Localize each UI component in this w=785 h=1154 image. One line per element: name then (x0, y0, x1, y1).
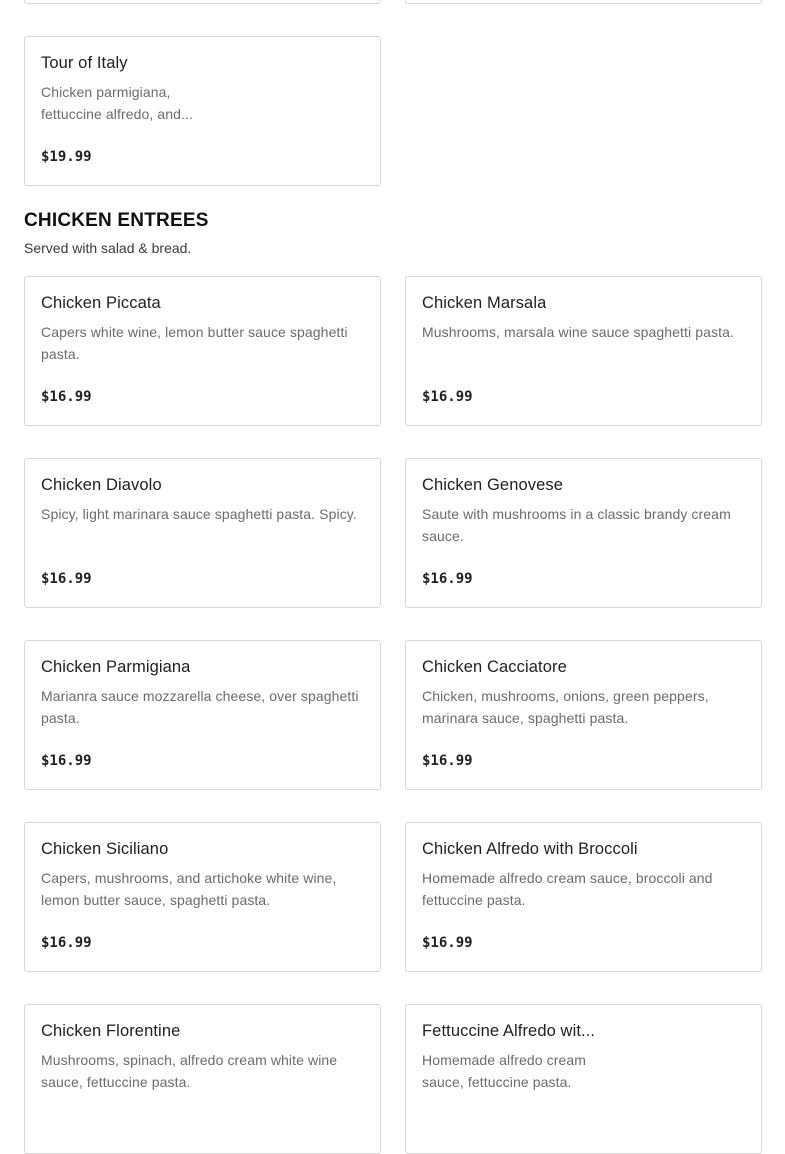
section-subtitle: Served with salad & bread. (24, 240, 192, 256)
menu-item-card[interactable] (24, 36, 381, 186)
menu-item-description: Saute with mushrooms in a classic brandy cream sauce. (422, 506, 731, 544)
menu-item-card[interactable] (24, 458, 381, 608)
menu-item-card[interactable] (405, 1004, 762, 1154)
menu-item-price: $19.99 (41, 149, 92, 165)
menu-item-name: Chicken Genovese (422, 476, 564, 494)
menu-item-description: Chicken parmigiana, fettuccine alfredo, and... (41, 84, 194, 122)
menu-item-card[interactable] (24, 1004, 381, 1154)
menu-item-name: Chicken Marsala (422, 294, 547, 312)
menu-item-description: Capers, mushrooms, and artichoke white wine, lemon butter sauce, spaghetti pasta. (41, 870, 337, 908)
menu-item-name: Chicken Cacciatore (422, 658, 567, 676)
menu-item-price: $16.99 (422, 389, 473, 405)
menu-item-card[interactable] (405, 640, 762, 790)
menu-item-price: $16.99 (422, 753, 473, 769)
menu-item-price: $16.99 (422, 571, 473, 587)
menu-item-name: Chicken Parmigiana (41, 658, 191, 676)
menu-item-price: $16.99 (422, 935, 473, 951)
menu-item-price: $16.99 (41, 571, 92, 587)
menu-item-card[interactable] (405, 458, 762, 608)
menu-item-description: Mushrooms, spinach, alfredo cream white wine sauce, fettuccine pasta. (41, 1052, 338, 1090)
menu-item-card[interactable] (24, 822, 381, 972)
menu-item-name: Chicken Piccata (41, 294, 161, 312)
section-title: CHICKEN ENTREES (24, 210, 209, 231)
menu-item-name: Tour of Italy (41, 54, 128, 72)
menu-item-description: Capers white wine, lemon butter sauce spaghetti pasta. (41, 324, 348, 362)
menu-item-name: Chicken Florentine (41, 1022, 181, 1040)
menu-item-card[interactable] (405, 276, 762, 426)
menu-item-name: Chicken Diavolo (41, 476, 162, 494)
menu-item-name: Chicken Siciliano (41, 840, 169, 858)
menu-item-card[interactable] (24, 276, 381, 426)
menu-item-name: Chicken Alfredo with Broccoli (422, 840, 638, 858)
menu-item-price: $16.99 (41, 389, 92, 405)
menu-item-price: $16.99 (41, 935, 92, 951)
menu-item-description: Homemade alfredo cream sauce, fettuccine pasta. (422, 1052, 587, 1090)
menu-item-card[interactable] (405, 822, 762, 972)
menu-item-description: Mushrooms, marsala wine sauce spaghetti pasta. (422, 324, 734, 340)
menu-item-description: Chicken, mushrooms, onions, green peppers, marinara sauce, spaghetti pasta. (422, 688, 709, 726)
menu-item-card[interactable] (405, 0, 762, 4)
menu-item-card[interactable] (24, 640, 381, 790)
menu-item-name: Fettuccine Alfredo wit... (422, 1022, 596, 1040)
menu-item-description: Marianra sauce mozzarella cheese, over spaghetti pasta. (41, 688, 359, 726)
menu-item-description: Spicy, light marinara sauce spaghetti pasta. Spicy. (41, 506, 357, 522)
menu-item-card[interactable] (24, 0, 381, 4)
menu-item-price: $16.99 (41, 753, 92, 769)
menu-item-description: Homemade alfredo cream sauce, broccoli and fettuccine pasta. (422, 870, 713, 908)
